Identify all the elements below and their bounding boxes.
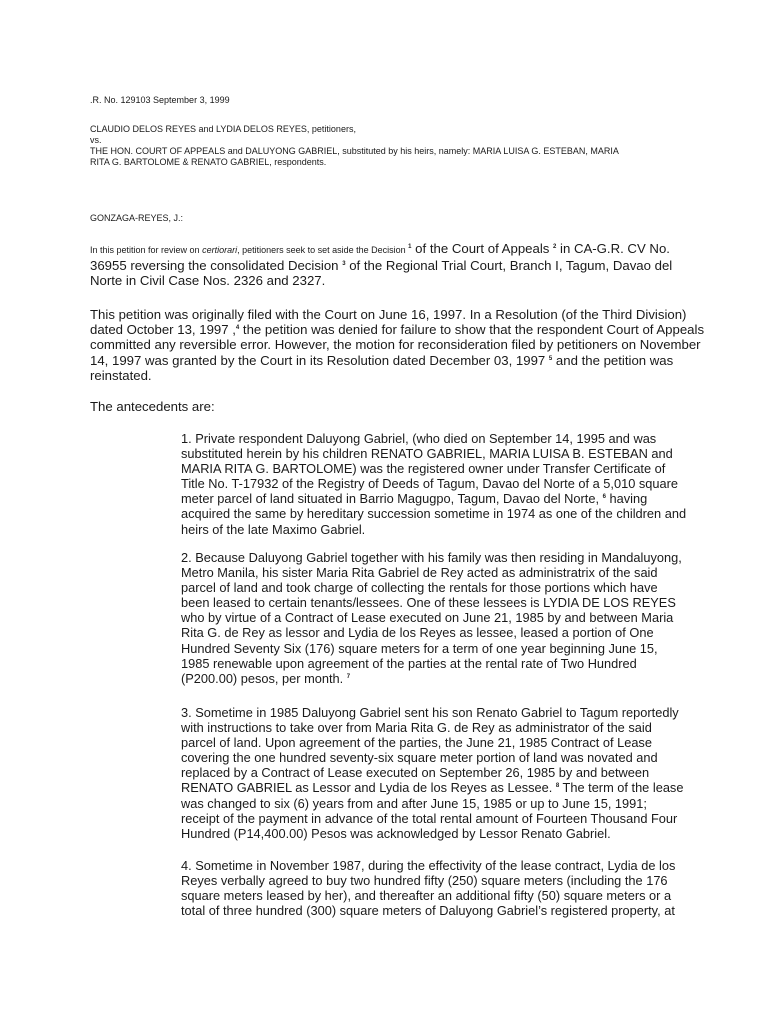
intro-line-1: In this petition for review on certiorari, petitioners seek to set aside the Decision $^1$ of the Court of Appeals $^2$ in CA-G.R. CV No. bbox=[90, 241, 670, 256]
case-number-text: .R. No. 129103 September 3, 1999 bbox=[90, 95, 230, 105]
antecedents-heading bbox=[90, 399, 710, 414]
intro-paragraph bbox=[90, 241, 710, 289]
history-line-4: 14, 1997 was granted by the Court in its Resolution dated December 03, 1997 $^5$ and the petition was bbox=[90, 352, 674, 368]
case-parties bbox=[90, 124, 710, 168]
history-paragraph bbox=[90, 307, 710, 383]
history-line-1: This petition was originally filed with the Court on June 16, 1997. In a Resolution (of the Third Division) bbox=[90, 307, 687, 322]
footnote-6[interactable]: 6 bbox=[602, 494, 606, 501]
ponente bbox=[90, 213, 690, 224]
antecedent-item-4: 4. Sometime in November 1987, during the effectivity of the lease contract, Lydia de los Reyes verbally agreed to buy two hundred fifty (250) square meters (including the 176 square meters leased by her), and thereafter an additional fifty (50) square meters or a total of three hundred (300) square meters of Daluyong Gabriel’s registered property, at bbox=[181, 858, 676, 919]
footnote-4[interactable]: 4 bbox=[235, 325, 240, 332]
case-number bbox=[90, 95, 690, 106]
versus-line: vs. bbox=[90, 135, 102, 145]
footnote-2[interactable]: 2 bbox=[553, 244, 557, 250]
antecedent-item-2: 2. Because Daluyong Gabriel together with his family was then residing in Mandaluyong, Metro Manila, his sister Maria Rita Gabriel de Rey acted as administratrix of the said parcel of land and took charge of collecting the rentals for those portions which have been leased to certain tenants/lessees. One of these lessees is LYDIA DE LOS REYES who by virtue of a Contract of Lease executed on June 21, 1985 by and between Maria Rita G. de Rey as lessor and Lydia de los Reyes as lessee, leased a portion of One Hundred Seventy Six (176) square meters for a term of one year beginning June 15, 1985 renewable upon agreement of the parties at the rental rate of Two Hundred (P200.00) pesos, per month. $^7$ bbox=[181, 550, 682, 686]
certiorari-term: certiorari bbox=[202, 245, 238, 255]
history-line-5: reinstated. bbox=[90, 367, 152, 383]
footnote-7[interactable]: 7 bbox=[346, 673, 351, 680]
respondents-line-2: RITA G. BARTOLOME & RENATO GABRIEL, respondents. bbox=[90, 157, 327, 167]
footnote-3[interactable]: 3 bbox=[342, 261, 346, 268]
respondents-line-1: THE HON. COURT OF APPEALS and DALUYONG GABRIEL, substituted by his heirs, namely: MARIA LUISA G. ESTEBAN, MARIA bbox=[90, 146, 619, 156]
history-line-3: committed any reversible error. However, the motion for reconsideration filed by petitioners on November bbox=[90, 337, 701, 353]
footnote-1[interactable]: 1 bbox=[408, 244, 412, 250]
footnote-5[interactable]: 5 bbox=[548, 355, 553, 362]
petitioners-line: CLAUDIO DELOS REYES and LYDIA DELOS REYES, petitioners, bbox=[90, 124, 356, 134]
antecedents-heading-text: The antecedents are: bbox=[90, 399, 215, 414]
ponente-text: GONZAGA-REYES, J.: bbox=[90, 213, 184, 223]
intro-line-3: Norte in Civil Case Nos. 2326 and 2327. bbox=[90, 273, 326, 289]
antecedent-item-1: 1. Private respondent Daluyong Gabriel, (who died on September 14, 1995 and was substituted herein by his children RENATO GABRIEL, MARIA LUISA B. ESTEBAN and MARIA RITA G. BARTOLOME) was the registered owner under Transfer Certificate of Title No. T-17932 of the Registry of Deeds of Tagum, Davao del Norte of a 5,010 square meter parcel of land situated in Barrio Magugpo, Tagum, Davao del Norte, $^6$ having acquired the same by hereditary succession sometime in 1974 as one of the children and heirs of the late Maximo Gabriel. bbox=[181, 431, 687, 537]
antecedent-item-3: 3. Sometime in 1985 Daluyong Gabriel sent his son Renato Gabriel to Tagum reportedly with instructions to take over from Maria Rita G. de Rey as administrator of the said parcel of land. Upon agreement of the parties, the June 21, 1985 Contract of Lease covering the one hundred seventy-six square meter portion of land was novated and replaced by a Contract of Lease executed on September 26, 1985 by and between RENATO GABRIEL as Lessor and Lydia de los Reyes as Lessee. $^8$ The term of the lease was changed to six (6) years from and after June 15, 1985 or up to June 15, 1991; receipt of the payment in advance of the total rental amount of Fourteen Thousand Four Hundred (P14,400.00) Pesos was acknowledged by Lessor Renato Gabriel. bbox=[181, 705, 684, 841]
history-line-2: dated October 13, 1997 ,$^4$ the petition was denied for failure to show that the respondent Court of Appeals bbox=[90, 322, 705, 338]
footnote-8[interactable]: 8 bbox=[555, 783, 560, 790]
intro-line-2: 36955 reversing the consolidated Decision $^3$ of the Regional Trial Court, Branch I, Tagum, Davao del bbox=[90, 258, 673, 274]
